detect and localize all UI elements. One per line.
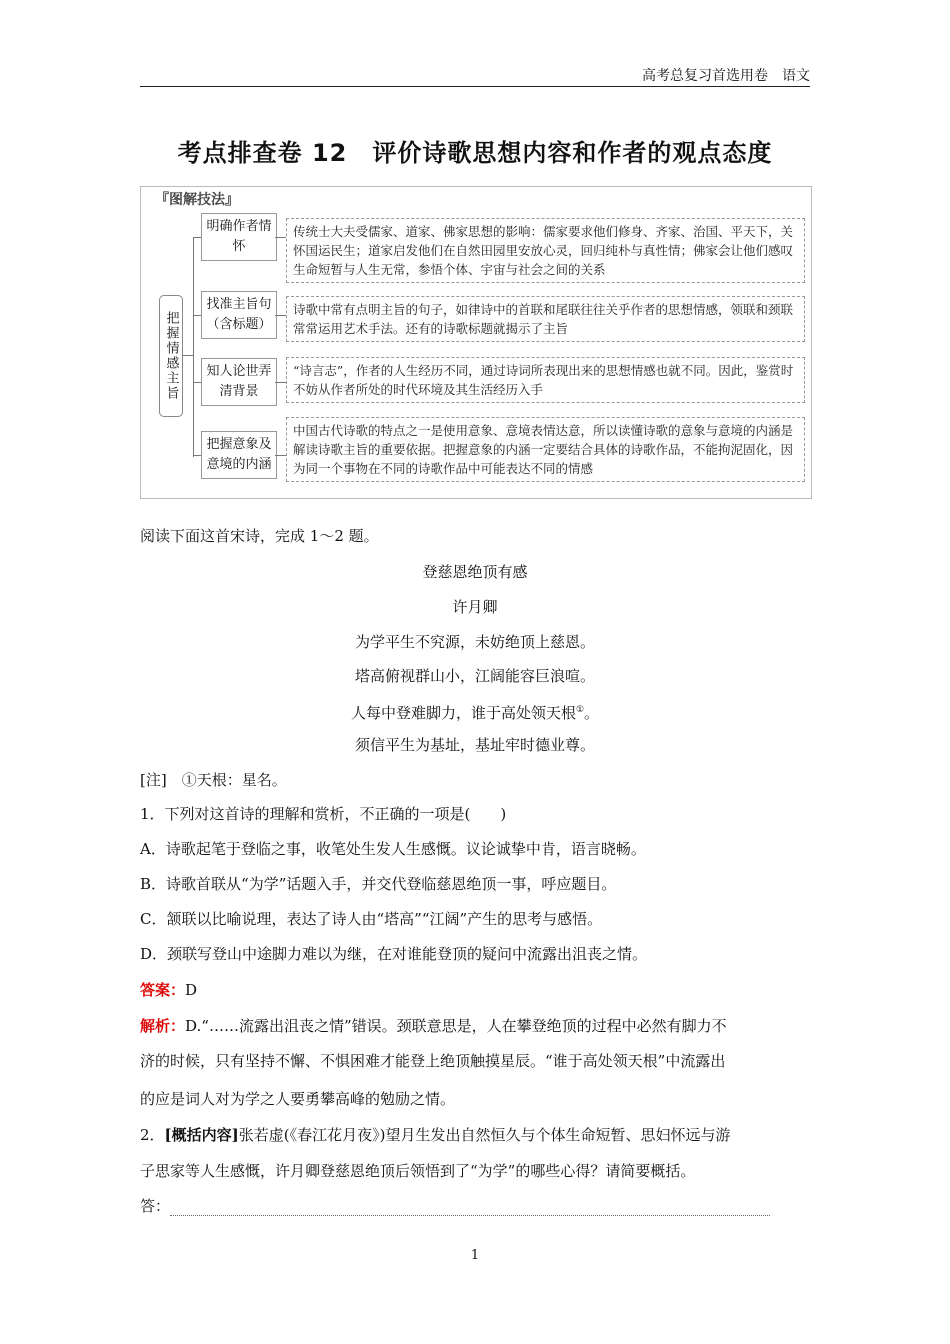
poem-line: 人每中登难脚力，谁于高处领天根①。 (350, 704, 600, 722)
page-number: 1 (470, 1248, 480, 1263)
connector (275, 315, 286, 316)
answer-blank[interactable] (170, 1201, 770, 1216)
diagram-desc-2: 诗歌中常有点明主旨的句子，如律诗中的首联和尾联往往关乎作者的思想情感，领联和颈联常常运用艺术手法。还有的诗歌标题就揭示了主旨 (286, 296, 805, 342)
diagram-label-1: 明确作者情怀 (201, 213, 277, 261)
analysis-line-2: 济的时候，只有坚持不懈、不惧困难才能登上绝顶触摸星辰。“谁于高处领天根”中流露出 (140, 1052, 726, 1070)
diagram-spine (193, 237, 194, 457)
diagram-label-4: 把握意象及意境的内涵 (201, 431, 277, 479)
analysis-line-3: 的应是词人对为学之人要勇攀高峰的勉励之情。 (140, 1090, 456, 1108)
poem-line: 须信平生为基址，基址牢时德业尊。 (354, 736, 595, 754)
diagram-desc-3: “诗言志”，作者的人生经历不同，通过诗词所表现出来的思想情感也就不同。因此，鉴赏时不妨从作者所处的时代环境及其生活经历入手 (286, 357, 805, 403)
connector (275, 455, 286, 456)
technique-diagram (140, 186, 812, 499)
answer-line: 答案：D (140, 981, 198, 999)
diagram-label-3: 知人论世弄清背景 (201, 358, 277, 406)
question-1-stem: 1．下列对这首诗的理解和赏析，不正确的一项是( ) (140, 805, 507, 823)
root-connector (182, 355, 193, 356)
branch-line (193, 455, 201, 456)
connector (275, 237, 286, 238)
option-d: D．颈联写登山中途脚力难以为继，在对谁能登顶的疑问中流露出沮丧之情。 (140, 945, 648, 963)
poem-line: 塔高俯视群山小，江阔能容巨浪喧。 (354, 667, 595, 685)
option-b: B．诗歌首联从“为学”话题入手，并交代登临慈恩绝顶一事，呼应题目。 (140, 875, 617, 893)
poem-author: 许月卿 (452, 598, 498, 616)
reading-intro: 阅读下面这首宋诗，完成 1～2 题。 (140, 527, 379, 545)
answer-area[interactable]: 答： (140, 1196, 810, 1216)
diagram-desc-4: 中国古代诗歌的特点之一是使用意象、意境表情达意，所以读懂诗歌的意象与意境的内涵是解读诗歌主旨的重要依据。把握意象的内涵一定要结合具体的诗歌作品，不能拘泥固化，因为同一个事物在不同的诗歌作品中可能表达不同的情感 (286, 417, 805, 482)
diagram-tag: 『图解技法』 (151, 189, 243, 209)
page-title: 考点排查卷 12 评价诗歌思想内容和作者的观点态度 (177, 139, 773, 167)
branch-line (193, 237, 201, 238)
option-a: A．诗歌起笔于登临之事，收笔处生发人生感慨。议论诚挚中肯，语言晓畅。 (140, 840, 646, 858)
diagram-desc-1: 传统士大夫受儒家、道家、佛家思想的影响：儒家要求他们修身、齐家、治国、平天下，关怀国运民生；道家启发他们在自然田园里安放心灵，回归纯朴与真性情；佛家会让他们感叹生命短暂与人生无常，参悟个体、宇宙与社会之间的关系 (286, 218, 805, 283)
option-c: C．颔联以比喻说理，表达了诗人由“塔高”“江阔”产生的思考与感悟。 (140, 910, 603, 928)
diagram-root: 把握情感主旨 (159, 295, 183, 417)
question-2-line-2: 子思家等人生感慨，许月卿登慈恩绝顶后领悟到了“为学”的哪些心得？请简要概括。 (140, 1162, 696, 1180)
diagram-label-2: 找准主旨句（含标题） (201, 291, 277, 339)
branch-line (193, 382, 201, 383)
branch-line (193, 315, 201, 316)
poem-note: [注] ①天根：星名。 (140, 771, 287, 789)
question-2-line-1: 2．[概括内容]张若虚(《春江花月夜》)望月生发出自然恒久与个体生命短暂、思妇怀远与游 (140, 1126, 731, 1144)
connector (275, 382, 286, 383)
poem-line: 为学平生不究源，未妨绝顶上慈恩。 (354, 633, 595, 651)
analysis-line-1: 解析：D.“……流露出沮丧之情”错误。颈联意思是，人在攀登绝顶的过程中必然有脚力不 (140, 1017, 727, 1035)
page-header: 高考总复习首选用卷 语文 (140, 66, 810, 87)
poem-title: 登慈恩绝顶有感 (422, 563, 528, 581)
